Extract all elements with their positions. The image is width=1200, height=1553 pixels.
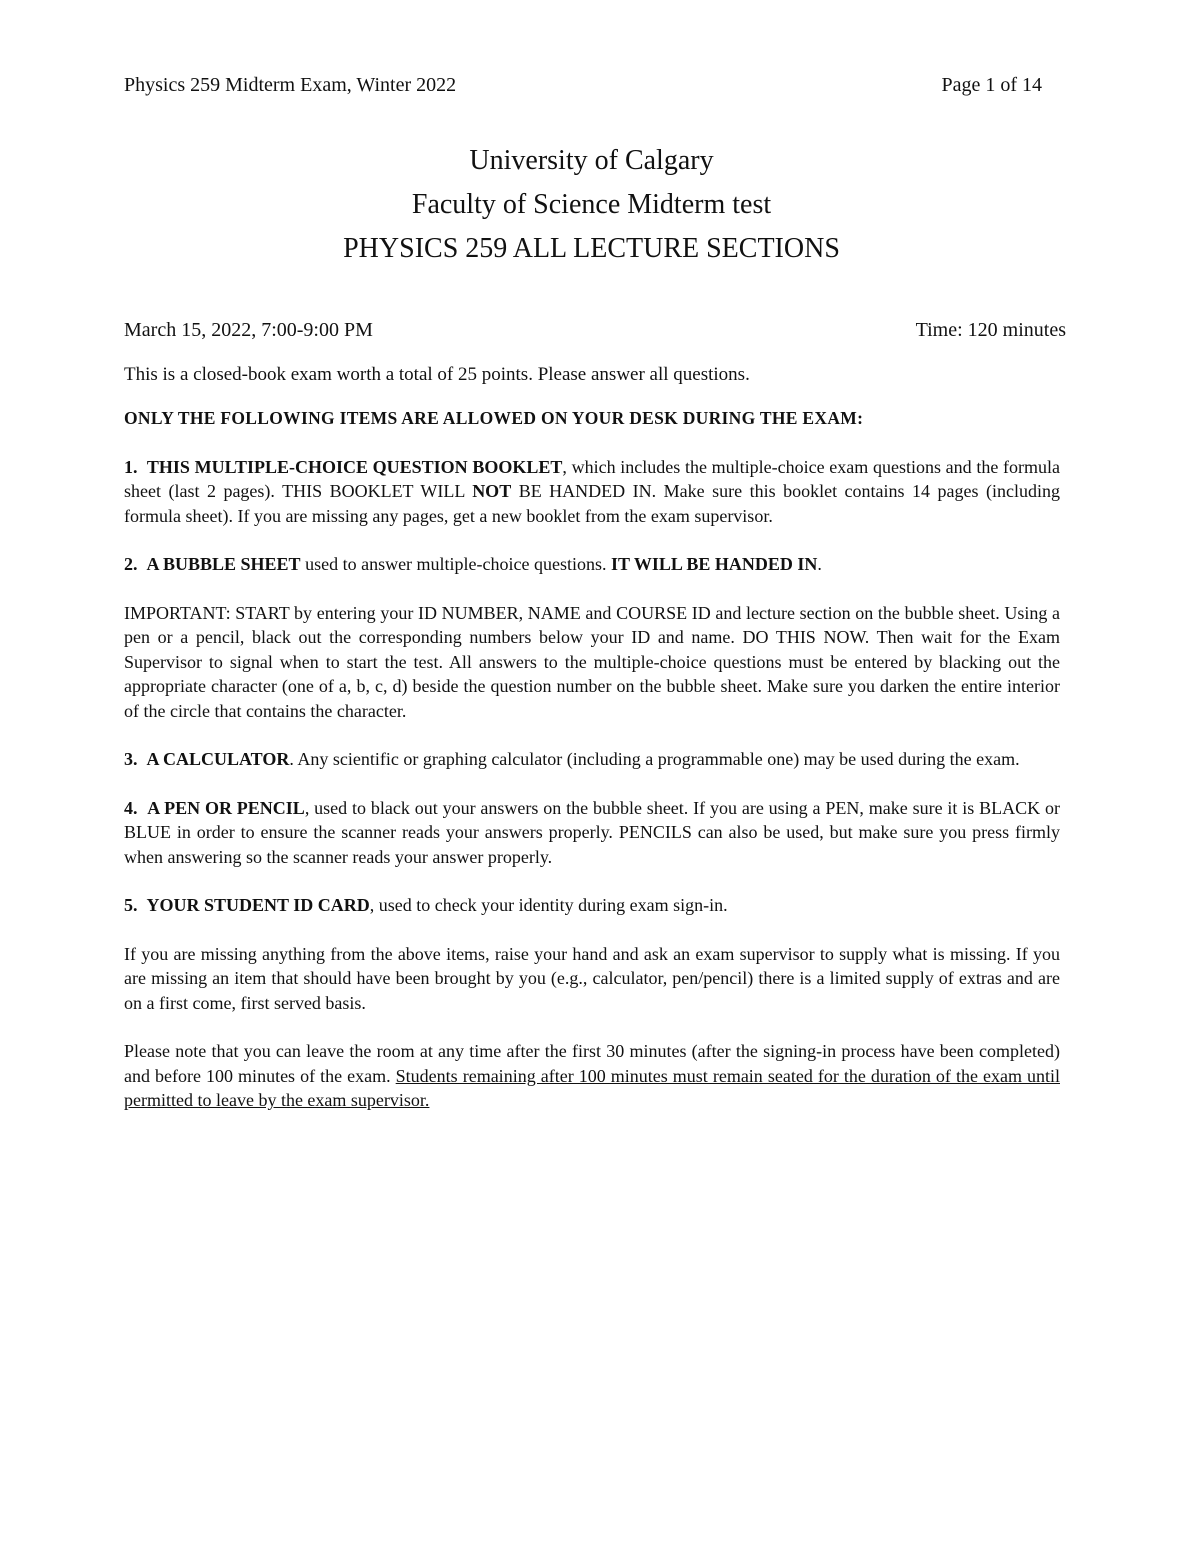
item-3-text: . Any scientific or graphing calculator (including a programmable one) may be used during the exam. [289, 749, 1020, 769]
item-4 [124, 796, 1060, 870]
item-1-number: 1. [124, 456, 138, 477]
course-title: PHYSICS 259 ALL LECTURE SECTIONS [343, 233, 840, 264]
item-4-text: , used to black out your answers on the bubble sheet. If you are using a PEN, make sure it is BLACK or BLUE in order to ensure the scanner reads your answers properly. PENCILS can also be used, but make sure you press firmly when answering so the scanner reads your answer properly. [124, 797, 1061, 867]
header-page-number: Page 1 of 14 [941, 74, 1042, 96]
page-header [124, 72, 1042, 98]
exam-instructions [124, 316, 1066, 1113]
university-name: University of Calgary [469, 145, 714, 176]
item-2-title: A BUBBLE SHEET [146, 554, 301, 574]
item-2-number: 2. [124, 554, 138, 574]
exam-info [124, 316, 1066, 344]
header-course: Physics 259 Midterm Exam, Winter 2022 [124, 74, 457, 96]
leave-note-underlined: Students remaining after 100 minutes must remain seated for the duration of the exam until permitted to leave by the exam supervisor. [124, 1065, 1060, 1110]
item-2 [124, 552, 1060, 577]
missing-items-note: If you are missing anything from the above items, raise your hand and ask an exam supervisor to supply what is missing. If you are missing an item that should have been brought by you (e.g., calculator, pen/pencil) there is a limited supply of extras and are on a first come, first served basis. [124, 943, 1060, 1013]
item-1-text-b: BE HANDED IN. Make sure this booklet contains 14 pages (including formula sheet). If you are missing any pages, get a new booklet from the exam supervisor. [124, 481, 1060, 526]
item-3 [124, 747, 1060, 772]
item-5-title: YOUR STUDENT ID CARD [146, 895, 370, 915]
allowed-items-heading: ONLY THE FOLLOWING ITEMS ARE ALLOWED ON YOUR DESK DURING THE EXAM: [124, 408, 864, 428]
item-2-handed-in: IT WILL BE HANDED IN [611, 554, 818, 574]
item-1 [124, 455, 1060, 529]
leave-room-note [124, 1039, 1060, 1113]
faculty-title: Faculty of Science Midterm test [411, 189, 772, 220]
item-1-title: THIS MULTIPLE-CHOICE QUESTION BOOKLET [146, 456, 563, 477]
title-block [0, 140, 1183, 270]
item-3-number: 3. [124, 749, 138, 769]
important-note: IMPORTANT: START by entering your ID NUMBER, NAME and COURSE ID and lecture section on the bubble sheet. Using a pen or a pencil, black out the corresponding numbers below your ID and name. DO THIS NOW. Then wait for the Exam Supervisor to signal when to start the test. All answers to the multiple-choice questions must be entered by blacking out the appropriate character (one of a, b, c, d) beside the question number on the bubble sheet. Make sure you darken the entire interior of the circle that contains the character. [124, 602, 1060, 721]
item-3-title: A CALCULATOR [146, 749, 290, 769]
intro-text: This is a closed-book exam worth a total of 25 points. Please answer all questions. [124, 364, 750, 385]
exam-duration: Time: 120 minutes [915, 319, 1066, 341]
item-5-number: 5. [124, 895, 138, 915]
item-4-number: 4. [124, 797, 138, 818]
item-1-text-a: , which includes the multiple-choice exam questions and the formula sheet (last 2 pages). THIS BOOKLET WILL [124, 456, 1060, 501]
item-1-not: NOT [472, 481, 512, 501]
item-2-text-b: . [817, 554, 822, 574]
item-4-title: A PEN OR PENCIL [147, 797, 305, 818]
leave-note-text: Please note that you can leave the room at any time after the first 30 minutes (after the signing-in process have been completed) and before 100 minutes of the exam. [124, 1041, 1060, 1086]
item-5-text: , used to check your identity during exam sign-in. [369, 895, 728, 915]
item-5 [124, 893, 1060, 918]
item-2-text-a: used to answer multiple-choice questions. [300, 554, 612, 574]
exam-date: March 15, 2022, 7:00-9:00 PM [124, 319, 373, 341]
